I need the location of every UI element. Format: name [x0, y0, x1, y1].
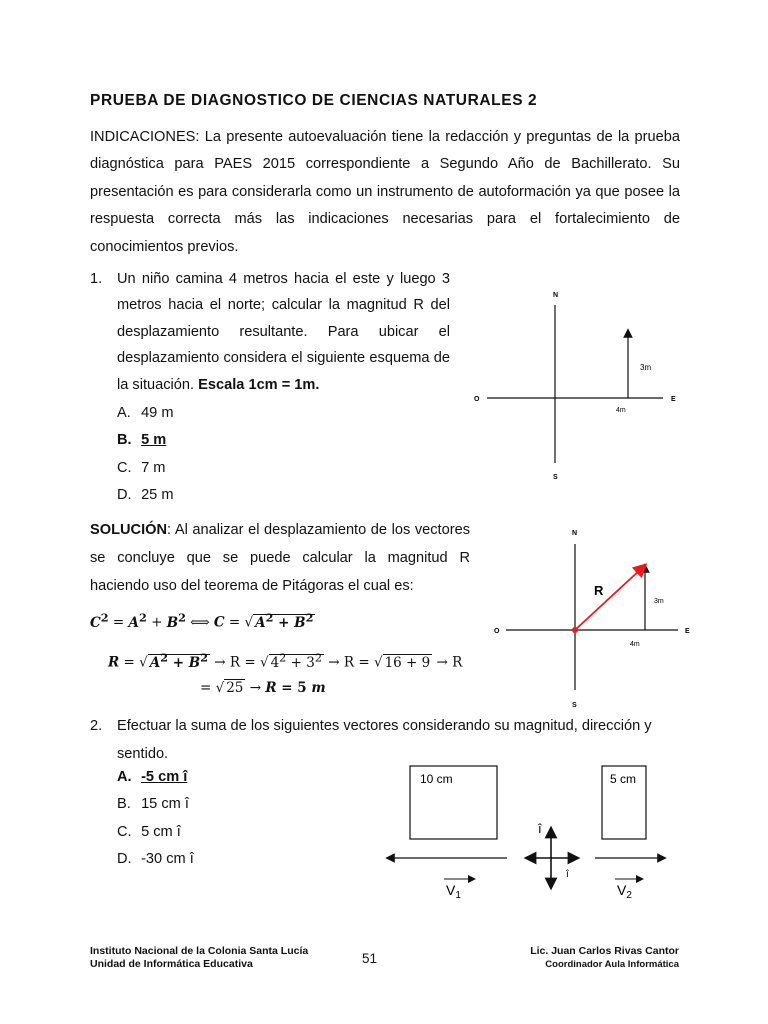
option-c[interactable]: C. 5 cm î: [117, 823, 181, 840]
question-number: 1.: [90, 271, 103, 287]
label-west: O: [474, 396, 480, 403]
label-3m: 3m: [640, 363, 652, 372]
label-r: R: [594, 583, 604, 598]
pythagoras-formula: $C^2 = A^2 + B^2$ ⟺ C = √ $A^2 + B^2$: [90, 610, 314, 631]
label-west: O: [494, 628, 500, 635]
option-c[interactable]: C. 7 m: [117, 459, 166, 476]
option-b[interactable]: B. 15 cm î: [117, 796, 189, 813]
box-10cm-label: 10 cm: [420, 772, 453, 786]
scale-note: Escala 1cm = 1m.: [198, 376, 320, 393]
question-2-options: [117, 764, 194, 874]
question-text: Un niño camina 4 metros hacia el este y luego 3 metros hacia el norte; calcular la magnitud R del desplazamiento resultante. Para ubicar el desplazamiento considera el siguiente esquema de la situación.: [117, 271, 450, 393]
solution-label: SOLUCIÓN: [90, 522, 168, 538]
label-3m: 3m: [654, 598, 664, 605]
label-east: E: [671, 396, 676, 403]
box-5cm-label: 5 cm: [610, 772, 637, 786]
question-1-options: [117, 400, 174, 510]
resultant-diagram: [482, 522, 702, 712]
question-2: [90, 712, 652, 762]
option-a-correct[interactable]: A. -5 cm î: [117, 769, 188, 785]
author-title: Coordinador Aula Informática: [545, 959, 679, 970]
solution-paragraph: [90, 516, 470, 600]
vector-sum-diagram: [380, 760, 680, 900]
label-4m: 4m: [630, 641, 640, 648]
label-east: E: [685, 628, 690, 635]
v1-label: $V_1$: [446, 882, 461, 900]
unit-i-label-right: î: [566, 869, 569, 880]
page-title: PRUEBA DE DIAGNOSTICO DE CIENCIAS NATURALES 2: [90, 92, 538, 109]
option-a[interactable]: A. 49 m: [117, 405, 174, 421]
footer-right: [530, 945, 679, 971]
solution-step-2: = √ 25 → R = 5 m: [200, 680, 326, 696]
question-1: [90, 266, 450, 398]
solution-step-1: R = √ $A^2 + B^2 \to R$ = √ $4^2 + 3^2 \to R$ = √ 16 + 9 → R: [108, 650, 463, 671]
option-d[interactable]: D. 25 m: [117, 487, 174, 504]
solution-text: : Al analizar el desplazamiento de los vectores se concluye que se puede calcular la magnitud R haciendo uso del teorema de Pitágoras el cual es:: [90, 522, 470, 594]
instructions-paragraph: INDICACIONES: La presente autoevaluación tiene la redacción y preguntas de la prueba diagnóstica para PAES 2015 correspondiente a Segundo Año de Bachillerato. Su presentación es para considerarla como un instrumento de autoformación ya que posee la respuesta correcta más las indicaciones necesarias para el fortalecimiento de conocimientos previos.: [90, 129, 680, 255]
v2-label: $V_2$: [617, 882, 632, 900]
label-south: S: [553, 474, 558, 481]
label-south: S: [572, 702, 577, 709]
unit-i-label-top: î: [538, 821, 542, 836]
unit-name: Unidad de Informática Educativa: [90, 958, 253, 970]
institution-name: Instituto Nacional de la Colonia Santa Lucía: [90, 945, 309, 957]
author-name: Lic. Juan Carlos Rivas Cantor: [530, 945, 679, 957]
origin-point: [572, 627, 578, 633]
question-text-line-2: sentido.: [117, 746, 169, 762]
displacement-diagram: [465, 285, 695, 485]
footer-left: [90, 945, 308, 971]
label-4m: 4m: [616, 407, 626, 414]
resultant-vector: [575, 568, 642, 630]
label-north: N: [572, 530, 578, 537]
question-number: 2.: [90, 718, 103, 734]
option-d[interactable]: D. -30 cm î: [117, 851, 194, 868]
option-b-correct[interactable]: B. 5 m: [117, 432, 167, 449]
label-north: N: [553, 292, 559, 299]
page-number: 51: [362, 951, 378, 966]
question-text-line-1: Efectuar la suma de los siguientes vectores considerando su magnitud, dirección y: [117, 718, 652, 734]
